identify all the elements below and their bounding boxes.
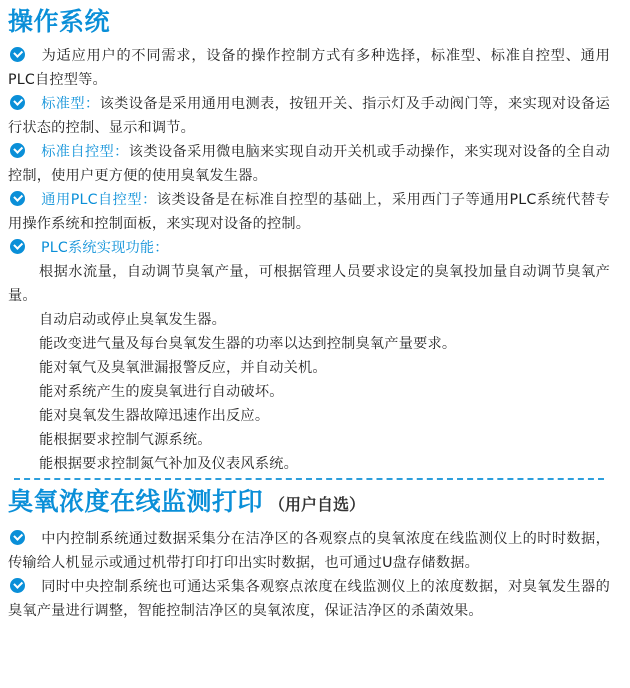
check-circle-icon <box>10 191 25 206</box>
intro-paragraph <box>8 44 610 92</box>
plc-features-lead: 根据水流量，自动调节臭氧产量，可根据管理人员要求设定的臭氧投加量自动调节臭氧产量。 <box>8 264 610 304</box>
check-circle-icon <box>10 47 25 62</box>
plc-auto-text: 该类设备是在标准自控型的基础上，采用西门子等通用PLC系统代替专用操作系统和控制面板，来实现对设备的控制。 <box>8 192 610 232</box>
check-circle-icon <box>10 143 25 158</box>
check-circle-icon <box>10 95 25 110</box>
section-title-operating-system <box>8 6 610 38</box>
standard-auto-text: 该类设备采用微电脑来实现自动开关机或手动操作，来实现对设备的全自动控制，使用户更方便的使用臭氧发生器。 <box>8 144 611 184</box>
section-title-text: 操作系统 <box>8 7 111 36</box>
standard-auto-paragraph <box>8 140 610 188</box>
monitoring-text-1: 中内控制系统通过数据采集分在洁净区的各观察点的臭氧浓度在线监测仪上的时时数据，传输给人机显示或通过机带打印打印出实时数据，也可通过U盘存储数据。 <box>8 531 610 571</box>
plc-auto-label: 通用PLC自控型： <box>41 192 157 208</box>
check-circle-icon <box>10 530 25 545</box>
plc-feature-item: 自动启动或停止臭氧发生器。 <box>39 312 227 328</box>
plc-feature-item: 能对臭氧发生器故障迅速作出反应。 <box>39 408 270 424</box>
check-circle-icon <box>10 239 25 254</box>
monitoring-paragraph-2 <box>8 575 610 623</box>
intro-text: 为适应用户的不同需求，设备的操作控制方式有多种选择，标准型、标准自控型、通用PLC自控型等。 <box>8 48 610 88</box>
plc-features-label: PLC系统实现功能： <box>41 240 169 256</box>
plc-feature-item: 能根据要求控制氮气补加及仪表风系统。 <box>39 456 298 472</box>
standard-auto-label: 标准自控型： <box>41 144 129 160</box>
section-title-ozone-monitoring <box>8 486 610 521</box>
plc-feature-item: 能改变进气量及每台臭氧发生器的功率以达到控制臭氧产量要求。 <box>39 336 457 352</box>
monitoring-paragraph-1 <box>8 527 610 575</box>
plc-feature-item: 能对系统产生的废臭氧进行自动破坏。 <box>39 384 284 400</box>
standard-type-text: 该类设备是采用通用电测表，按钮开关、指示灯及手动阀门等，来实现对设备运行状态的控制、显示和调节。 <box>8 96 610 136</box>
plc-feature-item: 能对氧气及臭氧泄漏报警反应，并自动关机。 <box>39 360 327 376</box>
monitoring-text-2: 同时中央控制系统也可通达采集各观察点浓度在线监测仪上的浓度数据，对臭氧发生器的臭氧产量进行调整，智能控制洁净区的臭氧浓度，保证洁净区的杀菌效果。 <box>8 579 610 619</box>
standard-type-paragraph <box>8 92 610 140</box>
check-circle-icon <box>10 578 25 593</box>
plc-auto-paragraph <box>8 188 610 236</box>
section-subtitle: （用户自选） <box>269 495 366 514</box>
plc-features-heading <box>8 236 610 260</box>
standard-type-label: 标准型： <box>41 96 100 112</box>
plc-feature-item: 能根据要求控制气源系统。 <box>39 432 212 448</box>
dashed-divider <box>14 478 604 480</box>
section-title-text: 臭氧浓度在线监测打印 <box>8 487 264 516</box>
